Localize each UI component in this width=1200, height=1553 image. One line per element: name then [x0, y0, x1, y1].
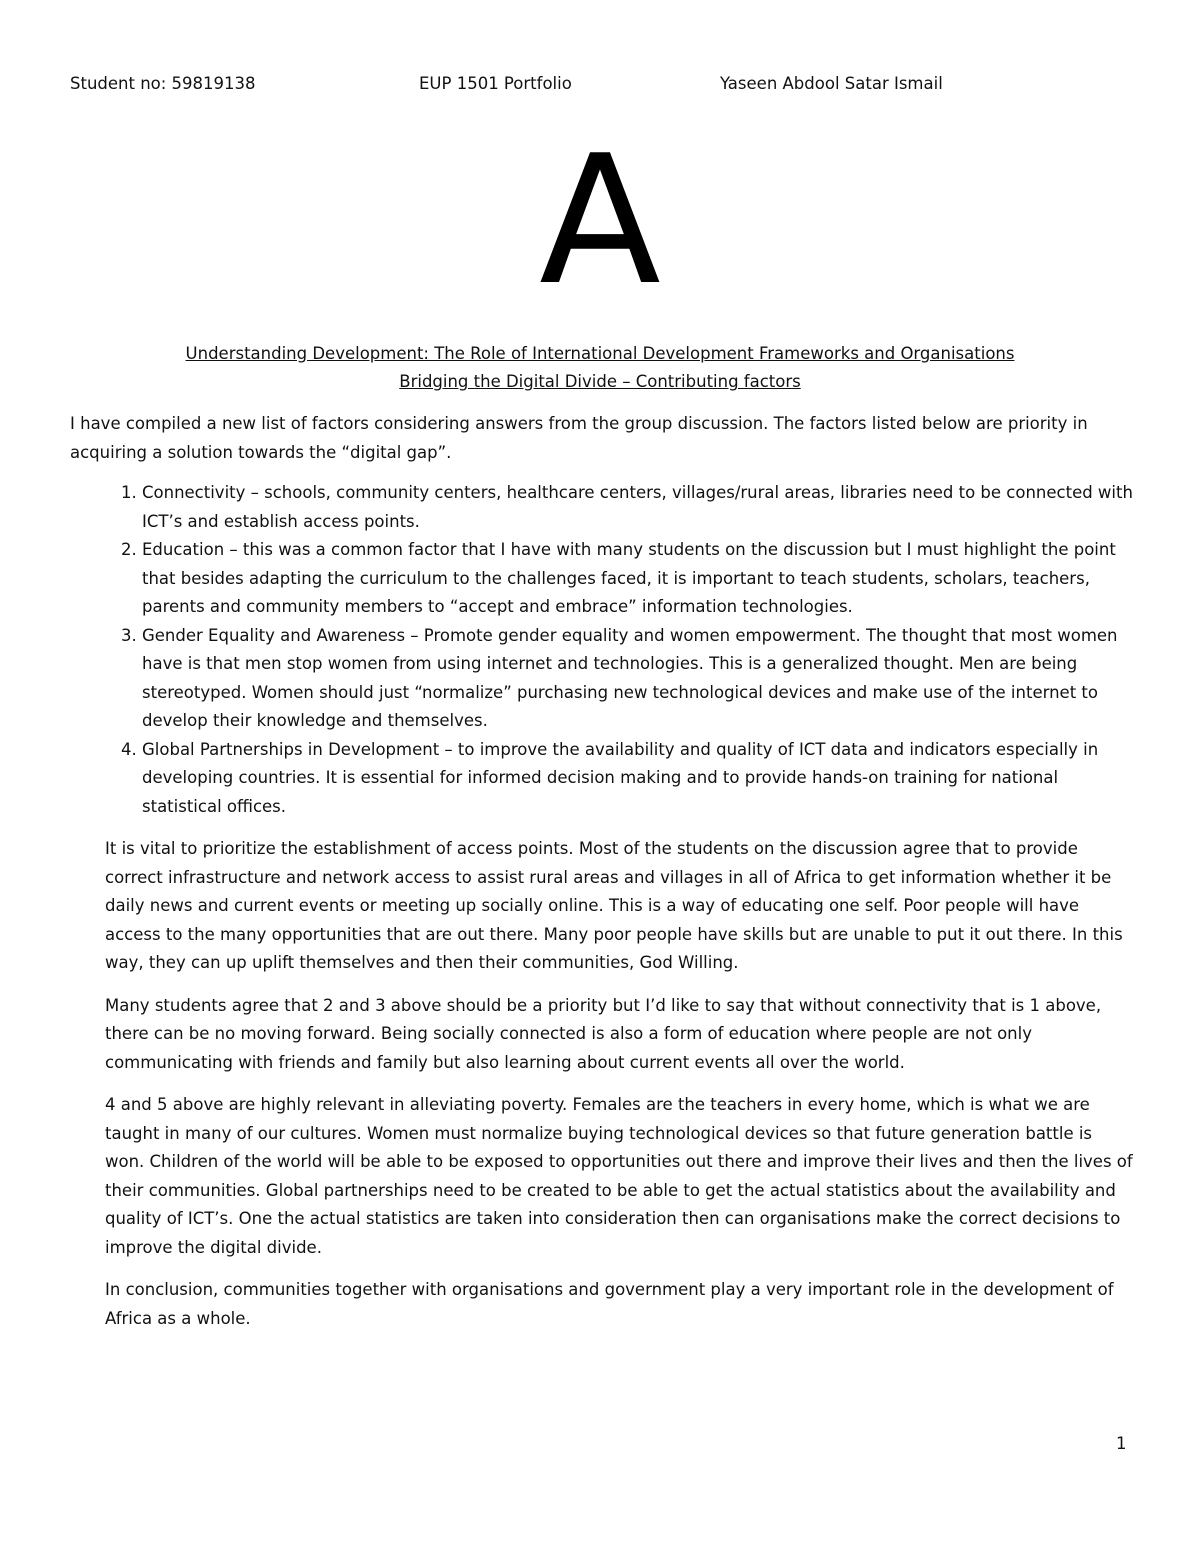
grade-letter: A	[539, 117, 661, 324]
page-number: 1	[1116, 1434, 1127, 1453]
body-paragraph: 4 and 5 above are highly relevant in alleviating poverty. Females are the teachers in every home, which is what we are taught in many of our cultures. Women must normalize buying technological devices so that future generation battle is won. Children of the world will be able to be exposed to opportunities out there and improve their lives and then the lives of their communities. Global partnerships need to be created to be able to get the actual statistics about the availability and quality of ICT’s. One the actual statistics are taken into consideration then can organisations make the correct decisions to improve the digital divide.	[105, 1095, 1133, 1257]
document-subtitle: Bridging the Digital Divide – Contributing factors	[399, 372, 801, 391]
page-header	[70, 74, 1130, 98]
body-paragraph: Many students agree that 2 and 3 above should be a priority but I’d like to say that without connectivity that is 1 above, there can be no moving forward. Being socially connected is also a form of education where people are not only communicating with friends and family but also learning about current events all over the world.	[105, 995, 1102, 1072]
body-paragraph: It is vital to prioritize the establishment of access points. Most of the students on the discussion agree that to provide correct infrastructure and network access to assist rural areas and villages in all of Africa to get information whether it be daily news and current events or meeting up socially online. This is a way of educating one self. Poor people will have access to the many opportunities that are out there. Many poor people have skills but are unable to put it out there. In this way, they can up uplift themselves and then their communities, God Willing.	[105, 839, 1123, 972]
list-item: 1. Connectivity – schools, community centers, healthcare centers, villages/rural areas, libraries need to be connected with ICT’s and establish access points.	[142, 479, 1135, 536]
student-number: Student no: 59819138	[70, 74, 256, 93]
title-block	[0, 340, 1200, 396]
document-body	[70, 410, 1135, 1347]
list-item: 4. Global Partnerships in Development – to improve the availability and quality of ICT data and indicators especially in developing countries. It is essential for informed decision making and to provide hands-on training for national statistical offices.	[142, 736, 1135, 822]
list-item: 2. Education – this was a common factor that I have with many students on the discussion but I must highlight the point that besides adapting the curriculum to the challenges faced, it is important to teach students, scholars, teachers, parents and community members to “accept and embrace” information technologies.	[142, 536, 1135, 622]
intro-paragraph: I have compiled a new list of factors considering answers from the group discussion. The factors listed below are priority in acquiring a solution towards the “digital gap”.	[70, 414, 1088, 462]
conclusion-paragraph: In conclusion, communities together with organisations and government play a very important role in the development of Africa as a whole.	[105, 1280, 1114, 1328]
document-title: Understanding Development: The Role of International Development Frameworks and Organisations	[185, 344, 1015, 363]
factors-list	[70, 479, 1135, 821]
student-name: Yaseen Abdool Satar Ismail	[720, 74, 943, 93]
course-code: EUP 1501 Portfolio	[419, 74, 572, 93]
list-item: 3. Gender Equality and Awareness – Promote gender equality and women empowerment. The thought that most women have is that men stop women from using internet and technologies. This is a generalized thought. Men are being stereotyped. Women should just “normalize” purchasing new technological devices and make use of the internet to develop their knowledge and themselves.	[142, 622, 1135, 736]
